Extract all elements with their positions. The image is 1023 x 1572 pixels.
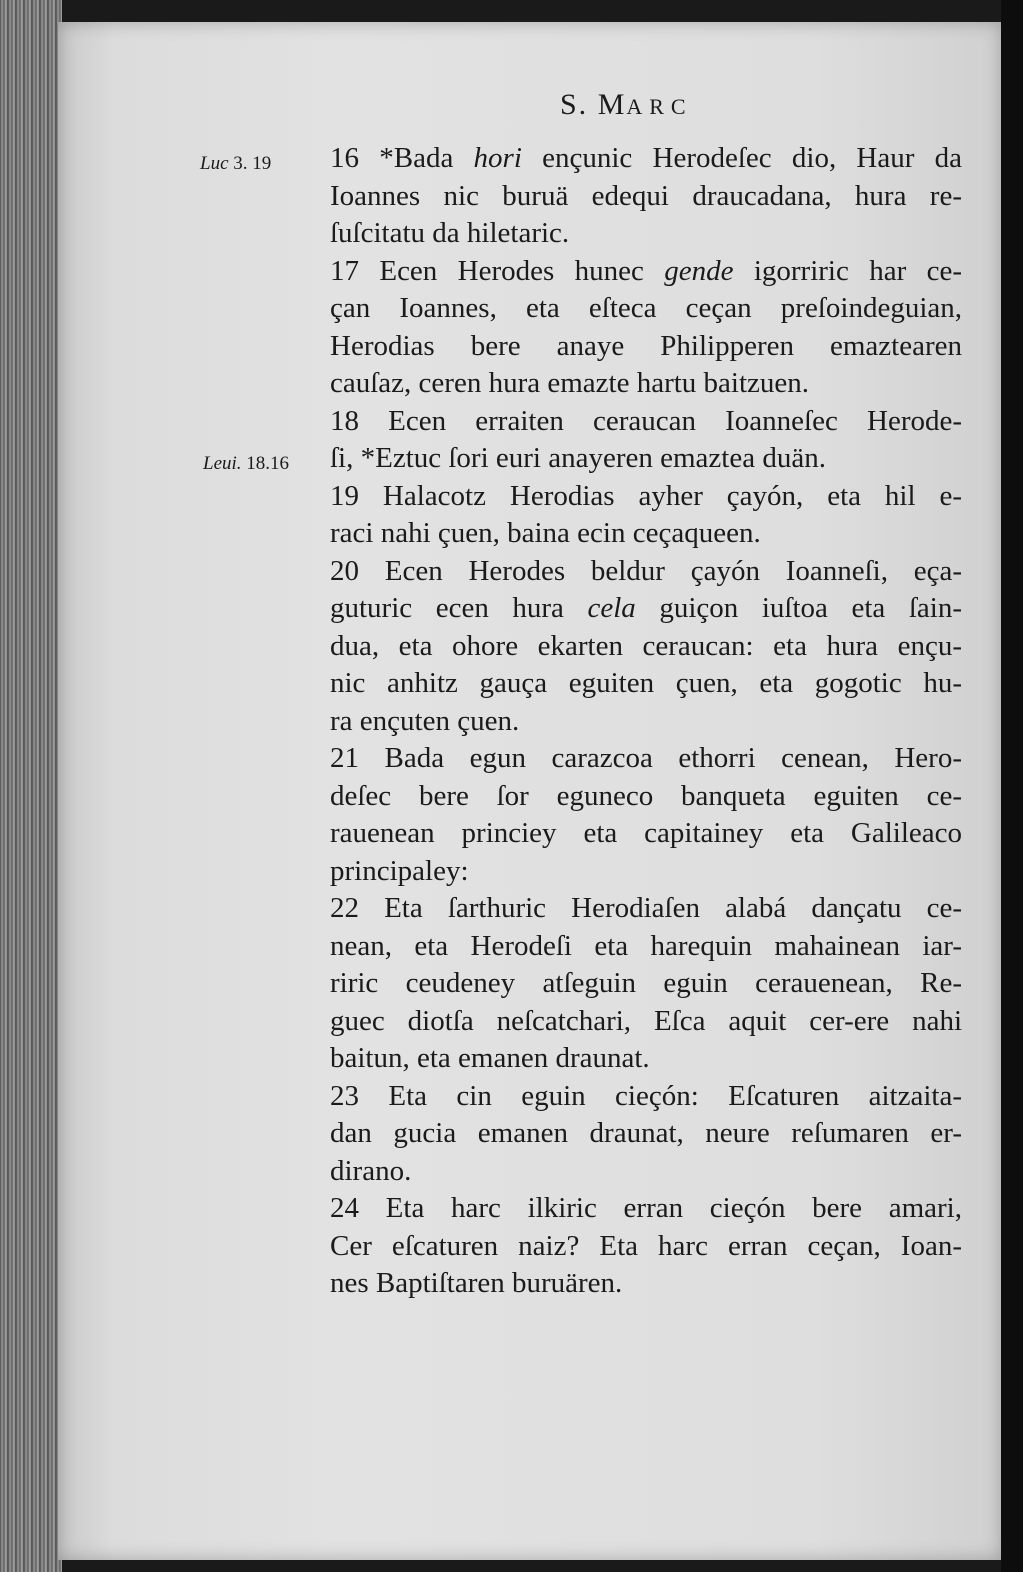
text-line (330, 1228, 962, 1266)
margin-verse: 18.16 (246, 453, 290, 474)
text-line (330, 515, 962, 553)
text-line (330, 628, 962, 666)
text-run: baitun, eta emanen draunat. (330, 1042, 650, 1074)
text-run: igorriric har ce- (733, 254, 962, 287)
text-run: 20 Ecen Herodes beldur çayón Ioanneſi, eça- (330, 554, 962, 587)
text-run: ençunic Herodeſec dio, Haur da (521, 142, 962, 174)
text-run: guturic ecen hura (330, 592, 588, 624)
text-run: ſi, *Eztuc ſori euri anayeren emaztea duän. (330, 442, 826, 474)
text-line (330, 328, 962, 366)
text-run: 21 Bada egun carazcoa ethorri cenean, Hero- (330, 742, 962, 774)
margin-book: Leui. (203, 453, 242, 474)
header-rest: ARC (626, 94, 693, 119)
text-run: dua, eta ohore ekarten ceraucan: eta hura ençu- (330, 629, 962, 662)
text-line (330, 965, 962, 1003)
text-run: Ioannes nic buruä edequi draucadana, hura re- (330, 179, 962, 212)
margin-book: Luc (200, 153, 229, 174)
text-run: guec diotſa neſcatchari, Eſca aquit cer-ere nahi (330, 1004, 962, 1037)
text-line (330, 440, 962, 478)
text-line (330, 290, 962, 328)
text-line (330, 403, 962, 441)
text-line (330, 553, 962, 591)
text-run: nean, eta Herodeſi eta harequin mahainean iar- (330, 929, 962, 962)
text-line (330, 140, 962, 178)
text-line (330, 740, 962, 778)
text-line (330, 478, 962, 516)
text-line (330, 1003, 962, 1041)
text-line (330, 1040, 962, 1078)
text-line (330, 1115, 962, 1153)
text-run: principaley: (330, 854, 469, 887)
italic-word: cela (587, 592, 636, 624)
text-run: nic anhitz gauça eguiten çuen, eta gogotic hu- (330, 667, 962, 699)
text-line (330, 778, 962, 816)
text-run: 18 Ecen erraiten ceraucan Ioanneſec Herode- (330, 404, 962, 437)
text-run: 23 Eta cin eguin cieçón: Eſcaturen aitzaita- (330, 1079, 962, 1112)
running-header (560, 88, 693, 122)
text-line (330, 665, 962, 703)
text-line (330, 365, 962, 403)
italic-word: gende (664, 254, 734, 287)
text-run: 22 Eta ſarthuric Herodiaſen alabá dançatu ce- (330, 892, 962, 924)
text-run: dirano. (330, 1154, 412, 1187)
margin-reference (200, 153, 271, 175)
text-line (330, 853, 962, 891)
text-run: 24 Eta harc ilkiric erran cieçón bere amari, (330, 1192, 962, 1224)
text-run: ſuſcitatu da hiletaric. (330, 217, 570, 249)
text-run: ra ençuten çuen. (330, 704, 520, 737)
text-line (330, 815, 962, 853)
text-run: dan gucia emanen draunat, neure reſumaren er- (330, 1117, 962, 1149)
text-line (330, 178, 962, 216)
text-run: cauſaz, ceren hura emazte hartu baitzuen. (330, 367, 810, 399)
text-run: Herodias bere anaye Philipperen emaztearen (330, 329, 962, 362)
text-line (330, 1190, 962, 1228)
text-line (330, 890, 962, 928)
page-dark-border (1001, 0, 1023, 1572)
text-line (330, 590, 962, 628)
margin-verse: 3. 19 (233, 153, 272, 174)
book-page-stack-edge (0, 0, 62, 1572)
italic-word: hori (473, 142, 522, 174)
text-line (330, 1078, 962, 1116)
text-run: 19 Halacotz Herodias ayher çayón, eta hil e- (330, 479, 962, 512)
text-run: rauenean princiey eta capitainey eta Galileaco (330, 817, 962, 849)
header-initial: M (597, 88, 627, 121)
header-saint: S. (560, 88, 589, 121)
text-line (330, 703, 962, 741)
text-line (330, 928, 962, 966)
margin-reference (203, 453, 289, 475)
text-run: çan Ioannes, eta eſteca ceçan preſoindeguian, (330, 292, 962, 324)
text-run: riric ceudeney atſeguin eguin cerauenean, Re- (330, 967, 962, 999)
text-run: guiçon iuſtoa eta ſain- (635, 592, 962, 624)
text-run: nes Baptiſtaren buruären. (330, 1267, 623, 1299)
text-run: Cer eſcaturen naiz? Eta harc erran ceçan, Ioan- (330, 1229, 962, 1262)
text-run: raci nahi çuen, baina ecin ceçaqueen. (330, 517, 761, 549)
text-run: deſec bere ſor eguneco banqueta eguiten ce- (330, 779, 962, 812)
text-line (330, 215, 962, 253)
verse-text-block (330, 140, 962, 1303)
text-line (330, 1153, 962, 1191)
text-line (330, 253, 962, 291)
text-line (330, 1265, 962, 1303)
text-run: 17 Ecen Herodes hunec (330, 254, 665, 287)
text-run: 16 *Bada (330, 142, 474, 174)
